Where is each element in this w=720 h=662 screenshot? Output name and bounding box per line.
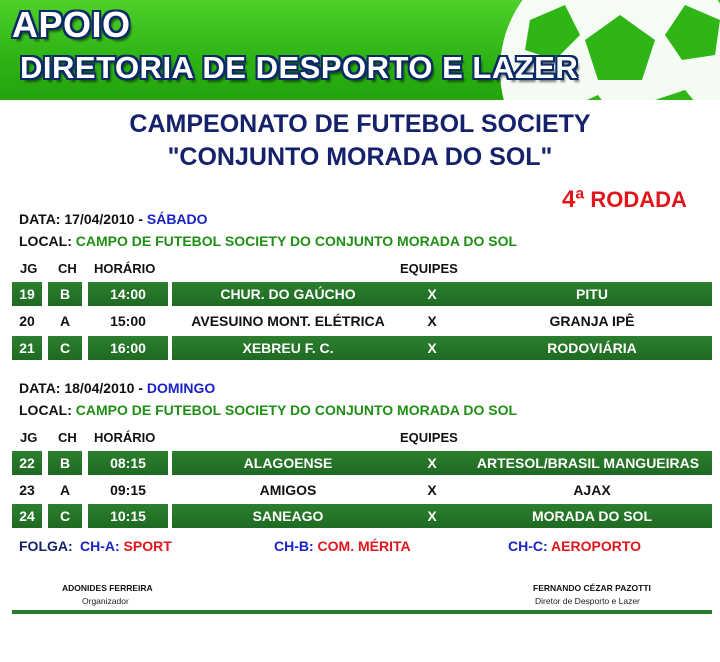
game-group: B <box>48 451 82 475</box>
header-equipes: EQUIPES <box>400 261 458 276</box>
folga-team: AEROPORTO <box>551 538 642 554</box>
folga-ch-a <box>80 538 172 554</box>
round-label <box>562 186 687 214</box>
game-number: 19 <box>12 282 42 306</box>
game-row <box>12 478 712 502</box>
game-group: C <box>48 504 82 528</box>
game-group: A <box>59 482 71 498</box>
home-team: CHUR. DO GAÚCHO <box>220 286 356 302</box>
organizer-role: Organizador <box>82 596 129 606</box>
game-teams <box>172 478 712 502</box>
game-group: C <box>48 336 82 360</box>
game-row <box>12 309 712 333</box>
day2-date: 18/04/2010 - <box>64 380 143 396</box>
away-team: AJAX <box>573 482 611 498</box>
home-team: ALAGOENSE <box>243 455 333 471</box>
folga-label: FOLGA: <box>19 538 73 554</box>
folga-group: CH-C: <box>508 538 548 554</box>
game-teams <box>172 309 712 333</box>
game-number: 21 <box>12 336 42 360</box>
game-row <box>12 451 712 475</box>
versus-mark: X <box>427 313 437 329</box>
versus-mark: X <box>427 286 437 302</box>
away-team: RODOVIÁRIA <box>547 340 637 356</box>
organizer-name: ADONIDES FERREIRA <box>62 583 153 593</box>
folga-team: SPORT <box>123 538 172 554</box>
game-row <box>12 282 712 306</box>
away-team: MORADA DO SOL <box>531 508 653 524</box>
game-teams <box>172 451 712 475</box>
day1-local-line <box>19 233 517 249</box>
game-time: 14:00 <box>88 282 168 306</box>
day2-local-line <box>19 402 517 418</box>
championship-title: CAMPEONATO DE FUTEBOL SOCIETY <box>129 110 591 138</box>
game-number: 20 <box>19 313 35 329</box>
versus-mark: X <box>427 482 437 498</box>
day2-weekday: DOMINGO <box>146 380 216 396</box>
header-equipes: EQUIPES <box>400 430 458 445</box>
versus-mark: X <box>427 455 437 471</box>
header-jg: JG <box>20 261 38 276</box>
game-row <box>12 504 712 528</box>
game-number: 23 <box>19 482 35 498</box>
director-name: FERNANDO CÉZAR PAZOTTI <box>533 583 651 593</box>
director-role: Diretor de Desporto e Lazer <box>535 596 640 606</box>
header-horario: HORÁRIO <box>94 430 156 445</box>
banner-subtitle: DIRETORIA DE DESPORTO E LAZER <box>20 50 579 85</box>
game-number: 22 <box>12 451 42 475</box>
day2-date-line <box>19 380 215 396</box>
game-time: 09:15 <box>110 482 146 498</box>
round-word: RODADA <box>590 187 687 212</box>
away-team: PITU <box>576 286 608 302</box>
game-teams <box>172 504 712 528</box>
header-banner <box>0 0 720 100</box>
game-time: 08:15 <box>88 451 168 475</box>
round-number: 4ª <box>562 186 585 213</box>
game-teams <box>172 336 712 360</box>
day1-date-line <box>19 211 208 227</box>
versus-mark: X <box>427 340 437 356</box>
folga-ch-c <box>508 538 641 554</box>
local-label: LOCAL: <box>19 402 72 418</box>
game-group: B <box>48 282 82 306</box>
day1-weekday: SÁBADO <box>146 211 208 227</box>
day2-local: CAMPO DE FUTEBOL SOCIETY DO CONJUNTO MORADA DO SOL <box>75 402 518 418</box>
game-group: A <box>59 313 71 329</box>
folga-group: CH-B: <box>274 538 314 554</box>
header-ch: CH <box>58 261 77 276</box>
header-horario: HORÁRIO <box>94 261 156 276</box>
away-team: ARTESOL/BRASIL MANGUEIRAS <box>476 455 700 471</box>
header-ch: CH <box>58 430 77 445</box>
away-team: GRANJA IPÊ <box>549 313 635 329</box>
date-label: DATA: <box>19 211 61 227</box>
folga-group: CH-A: <box>80 538 120 554</box>
home-team: SANEAGO <box>252 508 324 524</box>
game-teams <box>172 282 712 306</box>
local-label: LOCAL: <box>19 233 72 249</box>
game-number: 24 <box>12 504 42 528</box>
game-time: 10:15 <box>88 504 168 528</box>
versus-mark: X <box>427 508 437 524</box>
home-team: AVESUINO MONT. ELÉTRICA <box>191 313 385 329</box>
game-time: 16:00 <box>88 336 168 360</box>
championship-subtitle: "CONJUNTO MORADA DO SOL" <box>167 143 553 171</box>
folga-ch-b <box>274 538 411 554</box>
home-team: AMIGOS <box>259 482 317 498</box>
day1-local: CAMPO DE FUTEBOL SOCIETY DO CONJUNTO MORADA DO SOL <box>75 233 518 249</box>
game-time: 15:00 <box>110 313 146 329</box>
banner-title: APOIO <box>12 4 131 45</box>
day1-date: 17/04/2010 - <box>64 211 143 227</box>
bottom-divider <box>12 610 712 614</box>
home-team: XEBREU F. C. <box>242 340 334 356</box>
date-label: DATA: <box>19 380 61 396</box>
game-row <box>12 336 712 360</box>
header-jg: JG <box>20 430 38 445</box>
folga-team: COM. MÉRITA <box>317 538 411 554</box>
